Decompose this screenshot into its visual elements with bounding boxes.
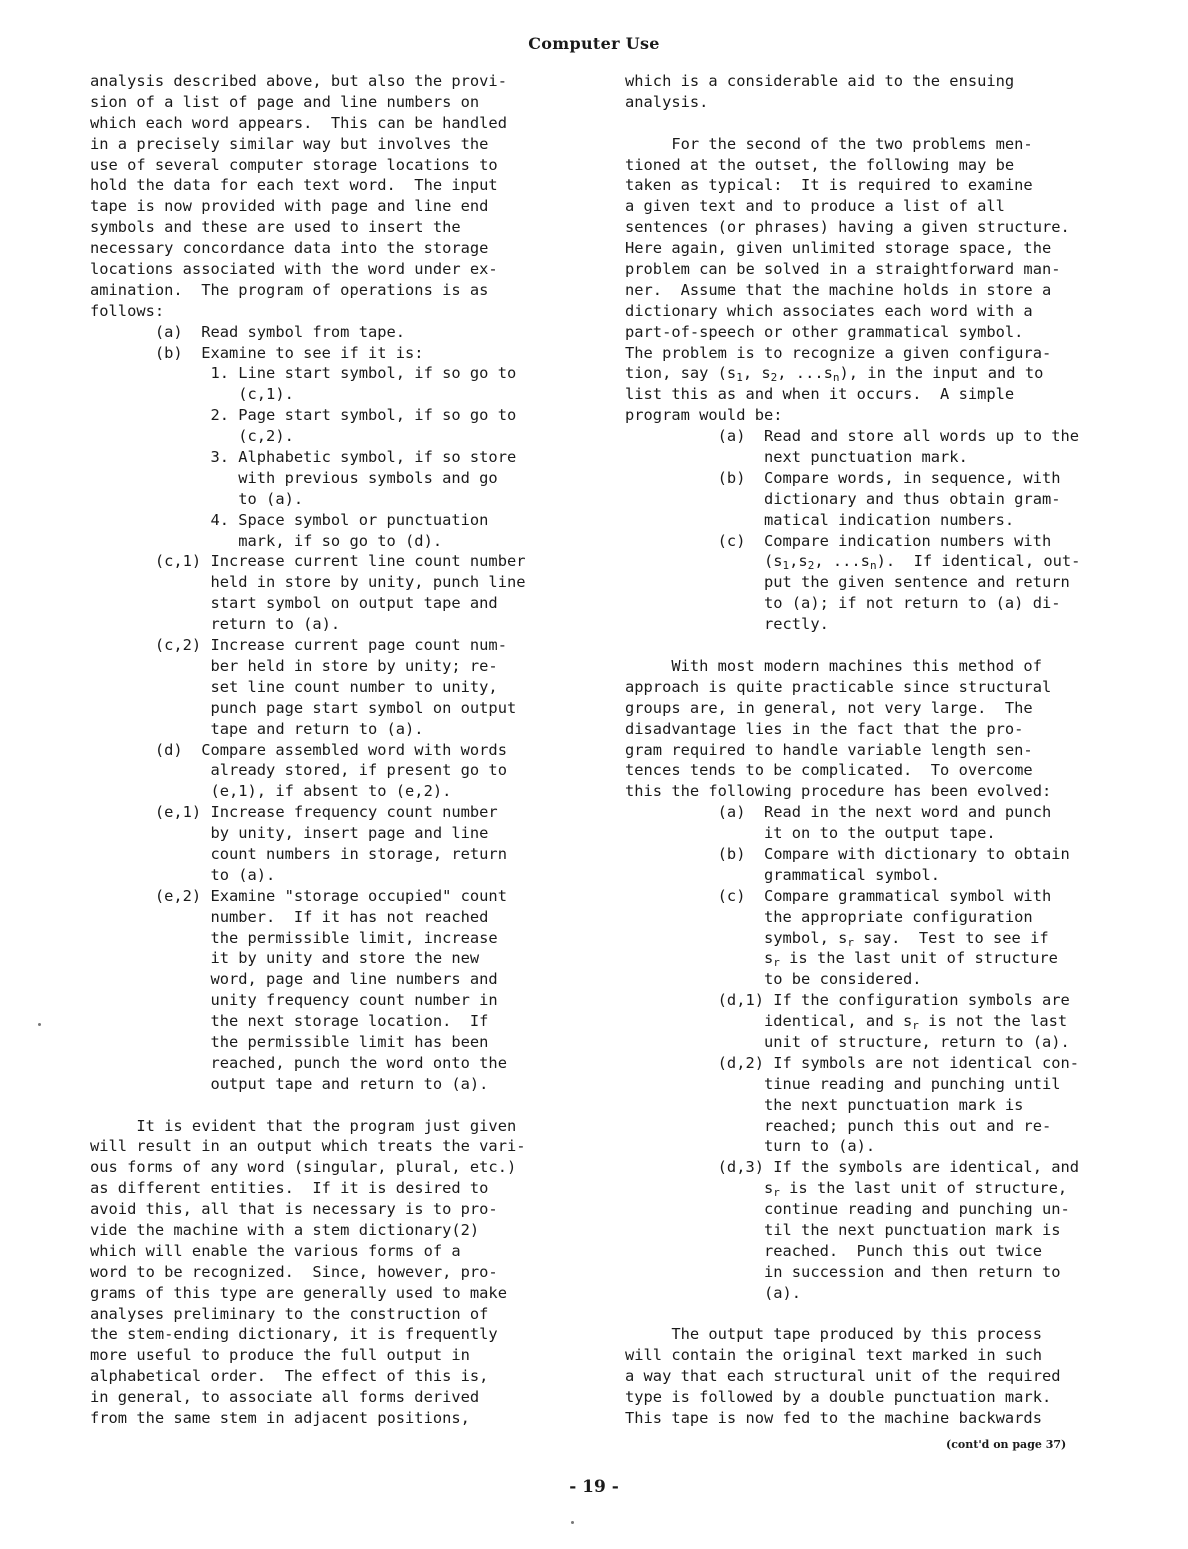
text-line: turn to (a). [625, 1137, 876, 1156]
text-line: (a) Read in the next word and punch [625, 803, 1052, 822]
continuation-note: (cont'd on page 37) [946, 1438, 1067, 1451]
text-line: start symbol on output tape and [90, 594, 498, 613]
text-line: from the same stem in adjacent positions, [90, 1409, 470, 1427]
text-line: necessary concordance data into the storage [90, 239, 489, 258]
text-line: ber held in store by unity; re- [90, 656, 498, 675]
text-line: 2. Page start symbol, if so go to [90, 406, 517, 425]
text-line: follows: [90, 301, 165, 320]
text-line: sentences (or phrases) having a given structure. [625, 218, 1070, 237]
text-line: reached. Punch this out twice [625, 1241, 1042, 1260]
text-line: problem can be solved in a straightforward man- [625, 260, 1061, 279]
text-line: (e,1) Increase frequency count number [90, 803, 498, 822]
left-column [90, 71, 526, 1429]
text-line: tape and return to (a). [90, 719, 424, 738]
text-line: count numbers in storage, return [90, 844, 507, 863]
text-line: (b) Compare words, in sequence, with [625, 468, 1061, 487]
text-line: unity frequency count number in [90, 991, 498, 1010]
text-line: to (a); if not return to (a) di- [625, 594, 1061, 613]
text-line: as different entities. If it is desired to [90, 1179, 489, 1198]
text-line: analyses preliminary to the construction of [90, 1304, 489, 1323]
text-line: the permissible limit, increase [90, 928, 498, 947]
text-line: avoid this, all that is necessary is to pro- [90, 1200, 498, 1219]
text-line: word, page and line numbers and [90, 970, 498, 989]
text-line: punch page start symbol on output [90, 698, 517, 717]
page-number: - 19 - [569, 1477, 619, 1497]
text-line: disadvantage lies in the fact that the pro- [625, 719, 1024, 738]
text-line: the appropriate configuration [625, 907, 1033, 926]
text-line: 1. Line start symbol, if so go to [90, 364, 517, 383]
text-line: ($s_1,s_2$, $...s_n$). If identical, out- [625, 552, 1081, 573]
text-line: tinue reading and punching until [625, 1074, 1061, 1093]
text-line: mark, if so go to (d). [90, 531, 443, 550]
text-line: (e,2) Examine "storage occupied" count [90, 886, 507, 905]
text-line: 4. Space symbol or punctuation [90, 510, 489, 529]
text-line: in succession and then return to [625, 1262, 1061, 1281]
text-line: analysis. [625, 92, 709, 111]
text-line: alphabetical order. The effect of this is, [90, 1367, 489, 1386]
scan-speck [38, 1023, 41, 1026]
text-line: in a precisely similar way but involves the [90, 134, 489, 153]
text-line: with previous symbols and go [90, 468, 498, 487]
text-line: more useful to produce the full output in [90, 1346, 470, 1365]
text-line: $s_r$ is the last unit of structure, [625, 1179, 1068, 1200]
right-column [625, 71, 1080, 1429]
text-line: (d) Compare assembled word with words [90, 740, 507, 759]
text-line: ous forms of any word (singular, plural, etc.) [90, 1158, 517, 1177]
text-line: dictionary and thus obtain gram- [625, 489, 1061, 508]
running-header: Computer Use [528, 34, 660, 53]
scan-speck [571, 1521, 574, 1524]
text-line: use of several computer storage locations to [90, 155, 498, 174]
text-line: taken as typical: It is required to examine [625, 176, 1033, 195]
text-line: This tape is now fed to the machine backwards [625, 1409, 1042, 1427]
text-line: list this as and when it occurs. A simple [625, 385, 1015, 404]
text-line: reached, punch the word onto the [90, 1053, 507, 1072]
text-line: (d,2) If symbols are not identical con- [625, 1053, 1080, 1072]
text-line: 3. Alphabetic symbol, if so store [90, 448, 517, 467]
text-line: (c,2) Increase current page count num- [90, 636, 507, 655]
text-line: in general, to associate all forms derived [90, 1388, 480, 1407]
text-line: grammatical symbol. [625, 865, 941, 884]
text-line: the stem-ending dictionary, it is frequently [90, 1325, 498, 1344]
paragraph-gap [625, 635, 1080, 656]
text-line: it on to the output tape. [625, 824, 996, 843]
text-line: approach is quite practicable since structural [625, 677, 1052, 696]
text-line: program would be: [625, 406, 783, 425]
text-line: output tape and return to (a). [90, 1074, 489, 1093]
text-line: locations associated with the word under ex- [90, 260, 498, 279]
text-line: next punctuation mark. [625, 448, 968, 467]
text-line: (e,1), if absent to (e,2). [90, 782, 452, 801]
text-line: (c,2). [90, 427, 294, 446]
text-line: number. If it has not reached [90, 907, 489, 926]
text-line: Here again, given unlimited storage space, the [625, 239, 1052, 258]
text-line: (a) Read and store all words up to the [625, 427, 1080, 446]
text-line: which each word appears. This can be handled [90, 113, 507, 132]
text-line: to (a). [90, 865, 276, 884]
text-line: the next punctuation mark is [625, 1095, 1024, 1114]
paragraph-gap [625, 113, 1080, 134]
text-line: (a) Read symbol from tape. [90, 322, 406, 341]
text-line: (a). [625, 1283, 802, 1302]
text-line: held in store by unity, punch line [90, 573, 526, 592]
text-line: by unity, insert page and line [90, 824, 489, 843]
text-line: The output tape produced by this process [625, 1325, 1042, 1344]
text-line: return to (a). [90, 615, 341, 634]
text-line: unit of structure, return to (a). [625, 1032, 1070, 1051]
text-line: the permissible limit has been [90, 1032, 489, 1051]
text-line: a given text and to produce a list of all [625, 197, 1005, 216]
text-line: will result in an output which treats the vari- [90, 1137, 526, 1156]
text-line: tences tends to be complicated. To overcome [625, 761, 1033, 780]
text-line: analysis described above, but also the provi- [90, 72, 507, 90]
text-line: to be considered. [625, 970, 922, 989]
text-line: ner. Assume that the machine holds in store a [625, 280, 1052, 299]
text-line: vide the machine with a stem dictionary(2) [90, 1220, 480, 1239]
text-line: to (a). [90, 489, 304, 508]
text-line: (b) Examine to see if it is: [90, 343, 424, 362]
text-line: part-of-speech or other grammatical symbol. [625, 322, 1024, 341]
text-line: hold the data for each text word. The input [90, 176, 498, 195]
text-line: gram required to handle variable length sen- [625, 740, 1033, 759]
text-line: already stored, if present go to [90, 761, 507, 780]
paragraph-gap [90, 1095, 526, 1116]
text-line: it by unity and store the new [90, 949, 480, 968]
text-line: (c,1) Increase current line count number [90, 552, 526, 571]
text-line: matical indication numbers. [625, 510, 1015, 529]
text-line: (c) Compare grammatical symbol with [625, 886, 1052, 905]
text-line: tioned at the outset, the following may be [625, 155, 1015, 174]
text-line: (d,1) If the configuration symbols are [625, 991, 1070, 1010]
text-line: With most modern machines this method of [625, 656, 1042, 675]
paragraph-gap [625, 1304, 1080, 1325]
text-line: will contain the original text marked in such [625, 1346, 1042, 1365]
text-line: the next storage location. If [90, 1012, 489, 1031]
text-line: amination. The program of operations is as [90, 280, 489, 299]
text-line: It is evident that the program just given [90, 1116, 517, 1135]
text-line: set line count number to unity, [90, 677, 498, 696]
text-line: which will enable the various forms of a [90, 1241, 461, 1260]
text-line: rectly. [625, 615, 829, 634]
text-line: til the next punctuation mark is [625, 1220, 1061, 1239]
text-line: put the given sentence and return [625, 573, 1070, 592]
text-line: a way that each structural unit of the required [625, 1367, 1061, 1386]
text-line: identical, and $s_r$ is not the last [625, 1012, 1068, 1033]
text-line: The problem is to recognize a given configura- [625, 343, 1052, 362]
text-line: sion of a list of page and line numbers on [90, 92, 480, 111]
text-line: (d,3) If the symbols are identical, and [625, 1158, 1080, 1177]
text-line: reached; punch this out and re- [625, 1116, 1052, 1135]
text-line: continue reading and punching un- [625, 1200, 1070, 1219]
text-line: tape is now provided with page and line end [90, 197, 489, 216]
text-line: this the following procedure has been evolved: [625, 782, 1052, 801]
text-line: which is a considerable aid to the ensuing [625, 72, 1015, 90]
text-line: type is followed by a double punctuation mark. [625, 1388, 1052, 1407]
text-line: tion, say ($s_1$, $s_2$, $...s_n$), in the input and to [625, 364, 1044, 385]
text-line: word to be recognized. Since, however, pro- [90, 1262, 498, 1281]
text-line: For the second of the two problems men- [625, 134, 1033, 153]
text-line: symbols and these are used to insert the [90, 218, 461, 237]
text-line: dictionary which associates each word with a [625, 301, 1033, 320]
text-line: grams of this type are generally used to make [90, 1283, 507, 1302]
text-line: (b) Compare with dictionary to obtain [625, 844, 1070, 863]
text-line: symbol, $s_r$ say. Test to see if [625, 928, 1049, 949]
text-line: (c,1). [90, 385, 294, 404]
text-line: $s_r$ is the last unit of structure [625, 949, 1058, 970]
text-line: (c) Compare indication numbers with [625, 531, 1052, 550]
text-line: groups are, in general, not very large. The [625, 698, 1033, 717]
